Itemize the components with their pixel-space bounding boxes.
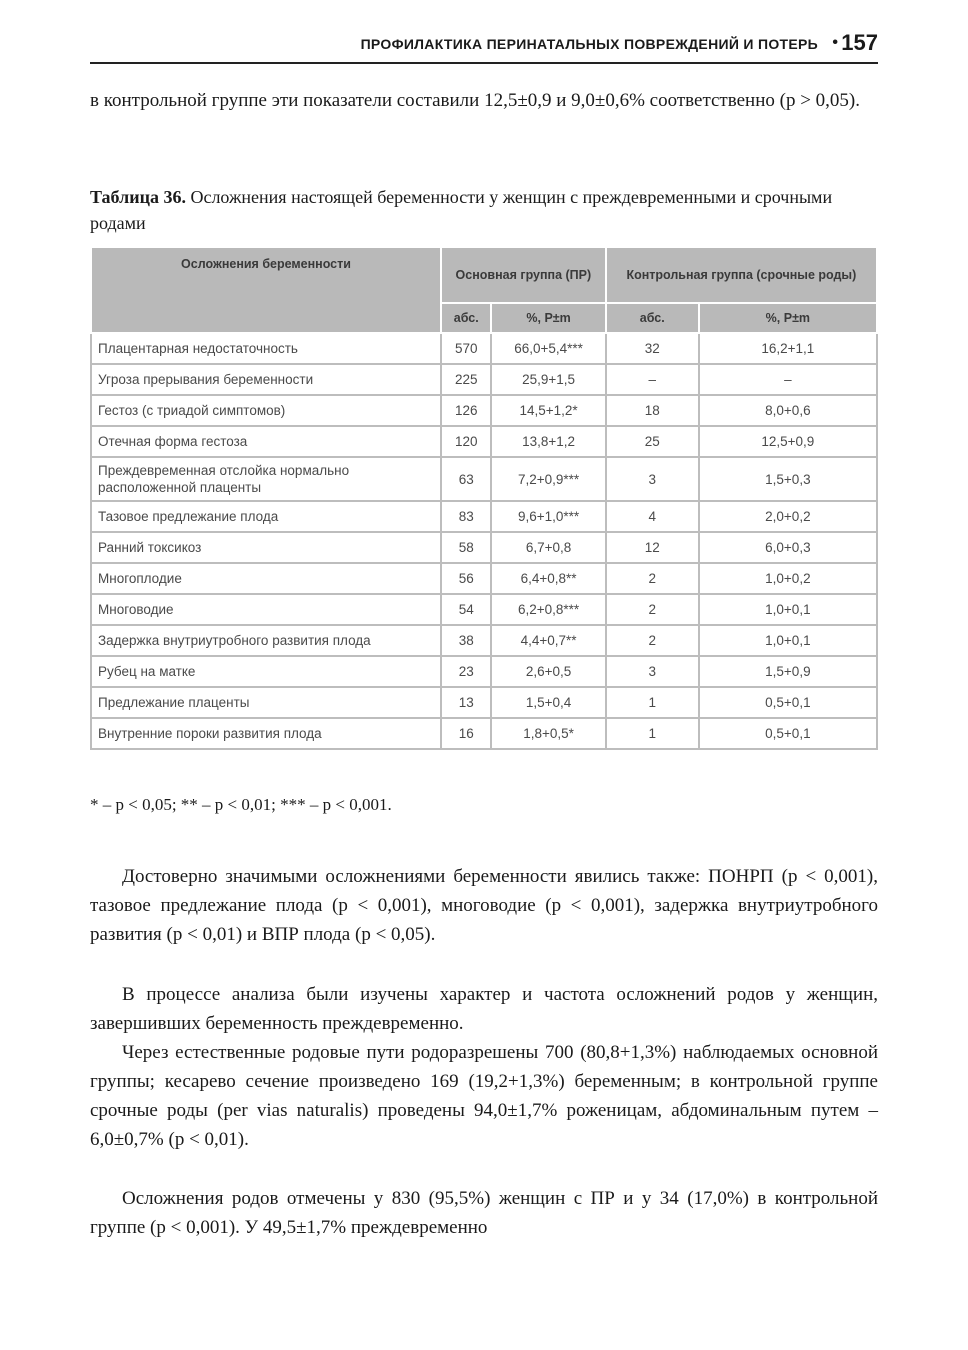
row-ctrl-pct: 1,0+0,1 xyxy=(699,625,877,656)
header-control-group: Контрольная группа (срочные роды) xyxy=(606,247,877,303)
row-ctrl-abs: – xyxy=(606,364,699,395)
row-main-abs: 23 xyxy=(441,656,491,687)
row-ctrl-abs: 32 xyxy=(606,333,699,364)
row-main-pct: 6,4+0,8** xyxy=(491,563,605,594)
row-name: Гестоз (с триадой симптомов) xyxy=(91,395,441,426)
row-main-pct: 1,5+0,4 xyxy=(491,687,605,718)
row-ctrl-abs: 2 xyxy=(606,594,699,625)
row-name: Предлежание плаценты xyxy=(91,687,441,718)
body-paragraph: Через естественные родовые пути родоразрешены 700 (80,8+1,3%) наблюдаемых основной группы; кесарево сечение произведено 169 (19,2+1,3%) беременным; в контрольной группе срочные роды (per vias naturalis) проведены 94,0±1,7% роженицам, абдоминальным путем – 6,0±0,7% (p < 0,01). xyxy=(90,1042,878,1150)
body-paragraph: Осложнения родов отмечены у 830 (95,5%) женщин с ПР и у 34 (17,0%) в контрольной группе (p < 0,001). У 49,5±1,7% преждевременно xyxy=(90,1188,878,1238)
row-main-abs: 225 xyxy=(441,364,491,395)
running-header xyxy=(90,32,878,64)
row-ctrl-pct: 0,5+0,1 xyxy=(699,718,877,749)
running-title: ПРОФИЛАКТИКА ПЕРИНАТАЛЬНЫХ ПОВРЕЖДЕНИЙ И ПОТЕРЬ xyxy=(360,36,818,52)
row-ctrl-pct: – xyxy=(699,364,877,395)
row-main-abs: 56 xyxy=(441,563,491,594)
row-ctrl-pct: 1,5+0,3 xyxy=(699,457,877,501)
row-main-pct: 14,5+1,2* xyxy=(491,395,605,426)
table-footnote: * – p < 0,05; ** – p < 0,01; *** – p < 0,001. xyxy=(90,795,392,814)
table-body xyxy=(91,333,877,749)
row-ctrl-pct: 1,5+0,9 xyxy=(699,656,877,687)
row-main-pct: 6,7+0,8 xyxy=(491,532,605,563)
page-number: 157 xyxy=(841,30,878,55)
table-row xyxy=(91,563,877,594)
row-ctrl-pct: 0,5+0,1 xyxy=(699,687,877,718)
row-ctrl-abs: 25 xyxy=(606,426,699,457)
header-complication: Осложнения беременности xyxy=(91,247,441,333)
row-main-pct: 1,8+0,5* xyxy=(491,718,605,749)
row-ctrl-abs: 3 xyxy=(606,457,699,501)
header-main-pct: %, P±m xyxy=(491,303,605,333)
header-main-group: Основная группа (ПР) xyxy=(441,247,606,303)
header-bullet: • xyxy=(832,34,838,51)
row-main-pct: 2,6+0,5 xyxy=(491,656,605,687)
table-row xyxy=(91,687,877,718)
row-ctrl-pct: 1,0+0,2 xyxy=(699,563,877,594)
row-main-abs: 58 xyxy=(441,532,491,563)
row-ctrl-abs: 1 xyxy=(606,718,699,749)
row-name: Плацентарная недостаточность xyxy=(91,333,441,364)
table-row xyxy=(91,333,877,364)
row-main-pct: 6,2+0,8*** xyxy=(491,594,605,625)
row-main-pct: 7,2+0,9*** xyxy=(491,457,605,501)
row-ctrl-pct: 2,0+0,2 xyxy=(699,501,877,532)
row-main-pct: 4,4+0,7** xyxy=(491,625,605,656)
row-ctrl-abs: 2 xyxy=(606,563,699,594)
row-main-pct: 9,6+1,0*** xyxy=(491,501,605,532)
table-row xyxy=(91,395,877,426)
row-ctrl-pct: 1,0+0,1 xyxy=(699,594,877,625)
table-row xyxy=(91,501,877,532)
table-caption-label: Таблица 36. xyxy=(90,187,186,207)
row-name: Угроза прерывания беременности xyxy=(91,364,441,395)
row-name: Тазовое предлежание плода xyxy=(91,501,441,532)
row-ctrl-abs: 12 xyxy=(606,532,699,563)
row-name: Внутренние пороки развития плода xyxy=(91,718,441,749)
row-ctrl-abs: 18 xyxy=(606,395,699,426)
header-ctrl-abs: абс. xyxy=(606,303,699,333)
header-main-abs: абс. xyxy=(441,303,491,333)
header-ctrl-pct: %, P±m xyxy=(699,303,877,333)
row-main-abs: 83 xyxy=(441,501,491,532)
row-ctrl-pct: 8,0+0,6 xyxy=(699,395,877,426)
table-row xyxy=(91,656,877,687)
row-name: Ранний токсикоз xyxy=(91,532,441,563)
row-main-abs: 54 xyxy=(441,594,491,625)
table-caption xyxy=(90,184,878,236)
intro-paragraph: в контрольной группе эти показатели составили 12,5±0,9 и 9,0±0,6% соответственно (p > 0,05). xyxy=(90,90,860,111)
table-row xyxy=(91,718,877,749)
body-paragraph: Достоверно значимыми осложнениями беременности явились также: ПОНРП (p < 0,001), тазовое предлежание плода (p < 0,001), многоводие (p < 0,001), задержка внутриутробного развития (p < 0,01) и ВПР плода (p < 0,05). xyxy=(90,866,878,945)
table-row xyxy=(91,364,877,395)
row-ctrl-pct: 16,2+1,1 xyxy=(699,333,877,364)
row-name: Преждевременная отслойка нормально расположенной плаценты xyxy=(91,457,441,501)
table-row xyxy=(91,532,877,563)
row-main-abs: 38 xyxy=(441,625,491,656)
row-main-abs: 126 xyxy=(441,395,491,426)
complications-table xyxy=(90,246,878,750)
row-name: Многоводие xyxy=(91,594,441,625)
row-name: Многоплодие xyxy=(91,563,441,594)
row-main-pct: 25,9+1,5 xyxy=(491,364,605,395)
row-name: Отечная форма гестоза xyxy=(91,426,441,457)
table-row xyxy=(91,594,877,625)
row-main-abs: 16 xyxy=(441,718,491,749)
table-caption-text: Осложнения настоящей беременности у женщин с преждевременными и срочными родами xyxy=(90,187,833,233)
row-ctrl-abs: 2 xyxy=(606,625,699,656)
row-main-pct: 13,8+1,2 xyxy=(491,426,605,457)
row-main-abs: 120 xyxy=(441,426,491,457)
row-name: Рубец на матке xyxy=(91,656,441,687)
row-name: Задержка внутриутробного развития плода xyxy=(91,625,441,656)
row-ctrl-abs: 1 xyxy=(606,687,699,718)
row-ctrl-pct: 6,0+0,3 xyxy=(699,532,877,563)
row-main-abs: 63 xyxy=(441,457,491,501)
row-ctrl-abs: 4 xyxy=(606,501,699,532)
row-main-abs: 570 xyxy=(441,333,491,364)
table-row xyxy=(91,457,877,501)
table-row xyxy=(91,625,877,656)
row-ctrl-pct: 12,5+0,9 xyxy=(699,426,877,457)
row-main-abs: 13 xyxy=(441,687,491,718)
row-main-pct: 66,0+5,4*** xyxy=(491,333,605,364)
body-paragraph: В процессе анализа были изучены характер и частота осложнений родов у женщин, завершивших беременность преждевременно. xyxy=(90,984,878,1034)
row-ctrl-abs: 3 xyxy=(606,656,699,687)
table-row xyxy=(91,426,877,457)
